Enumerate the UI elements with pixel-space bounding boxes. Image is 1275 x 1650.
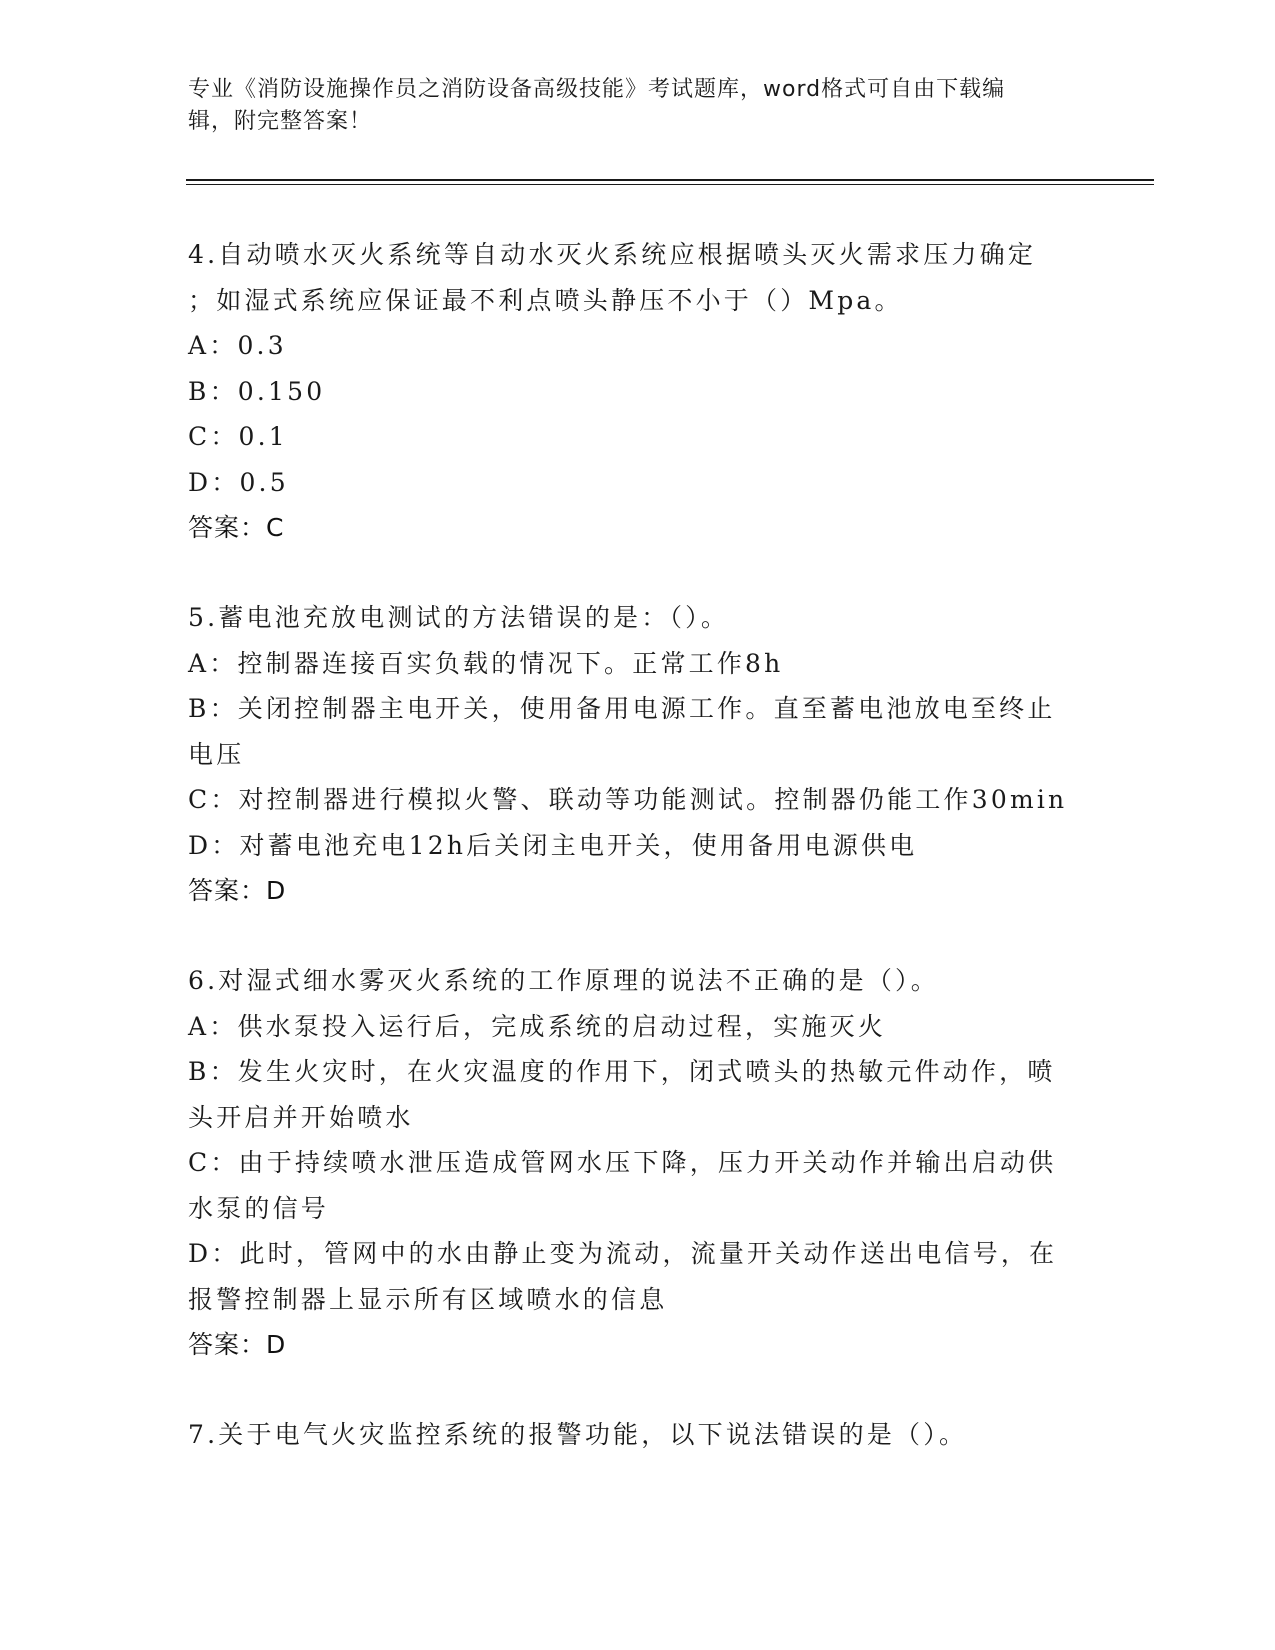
option-a: A：0.3: [188, 331, 287, 360]
answer-line: 答案：D: [188, 1330, 287, 1359]
answer-line: 答案：D: [188, 876, 287, 905]
question-list: [188, 232, 1088, 1503]
option-b: B：发生火灾时，在火灾温度的作用下，闭式喷头的热敏元件动作，喷: [188, 1057, 1056, 1086]
option-c-continued: 水泵的信号: [188, 1193, 330, 1223]
question-text-line: ；如湿式系统应保证最不利点喷头静压不小于（）Mpa。: [188, 285, 903, 315]
question-text-line: 4.自动喷水灭火系统等自动水灭火系统应根据喷头灭火需求压力确定: [188, 240, 1037, 269]
question-7: [188, 1412, 1088, 1458]
question-text-line: 7.关于电气火灾监控系统的报警功能，以下说法错误的是（）。: [188, 1420, 968, 1449]
option-b: B：0.150: [188, 376, 326, 406]
question-text-line: 5.蓄电池充放电测试的方法错误的是：（）。: [188, 603, 730, 632]
option-b-continued: 电压: [188, 739, 245, 769]
question-text-line: 6.对湿式细水雾灭火系统的工作原理的说法不正确的是（）。: [188, 966, 939, 995]
question-6: [188, 958, 1088, 1367]
option-c: C：由于持续喷水泄压造成管网水压下降，压力开关动作并输出启动供: [188, 1148, 1057, 1177]
header-line-1: 专业《消防设施操作员之消防设备高级技能》考试题库，word格式可自由下载编: [188, 77, 1006, 102]
header-divider-thick: [186, 179, 1154, 181]
option-b-continued: 头开启并开始喷水: [188, 1102, 414, 1132]
option-d: D：此时，管网中的水由静止变为流动，流量开关动作送出电信号，在: [188, 1239, 1058, 1268]
answer-line: 答案：C: [188, 513, 285, 542]
option-a: A：控制器连接百实负载的情况下。正常工作8h: [188, 648, 784, 678]
option-d-continued: 报警控制器上显示所有区域喷水的信息: [188, 1284, 668, 1314]
option-a: A：供水泵投入运行后，完成系统的启动过程，实施灭火: [188, 1011, 887, 1041]
document-header: [188, 74, 1068, 138]
header-line-2: 辑，附完整答案！: [188, 109, 373, 134]
option-d: D：0.5: [188, 467, 289, 497]
option-d: D：对蓄电池充电12h后关闭主电开关，使用备用电源供电: [188, 830, 918, 860]
question-4: [188, 232, 1088, 550]
option-c: C：0.1: [188, 422, 288, 451]
option-c: C：对控制器进行模拟火警、联动等功能测试。控制器仍能工作30min: [188, 785, 1068, 814]
option-b: B：关闭控制器主电开关，使用备用电源工作。直至蓄电池放电至终止: [188, 694, 1056, 723]
header-divider-thin: [186, 184, 1154, 185]
question-5: [188, 595, 1088, 913]
